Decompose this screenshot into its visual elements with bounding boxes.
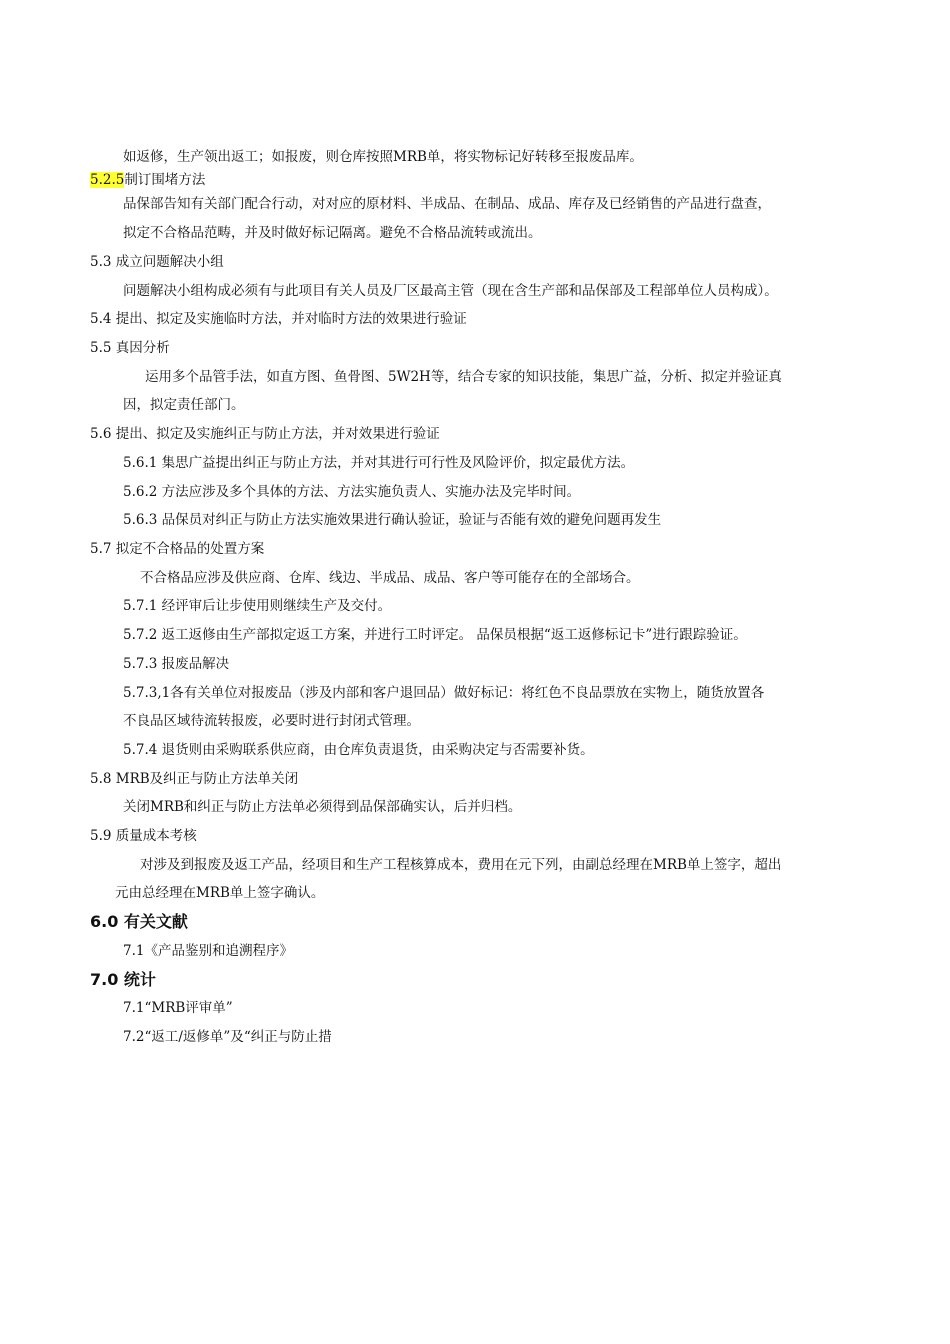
paragraph-line: 运用多个品管手法，如直方图、鱼骨图、5W2H等，结合专家的知识技能，集思广益，分析、拟定并验证真: [145, 369, 782, 385]
paragraph-line: 如返修，生产领出返工；如报废，则仓库按照MRB单，将实物标记好转移至报废品库。: [123, 149, 643, 165]
paragraph-line: 不良品区域待流转报废，必要时进行封闭式管理。: [123, 713, 420, 729]
subsection-5-7-2: 5.7.2 返工返修由生产部拟定返工方案，并进行工时评定。 品保员根据“返工返修标记卡”进行跟踪验证。: [123, 627, 747, 643]
section-heading-5-4: 5.4 提出、拟定及实施临时方法，并对临时方法的效果进行验证: [90, 311, 467, 327]
paragraph-line: 关闭MRB和纠正与防止方法单必须得到品保部确实认，后并归档。: [123, 799, 522, 815]
chapter-heading-6-0: 6.0 有关文献: [90, 912, 188, 931]
subsection-5-7-3: 5.7.3 报废品解决: [123, 656, 230, 672]
section-heading-5-5: 5.5 真因分析: [90, 340, 170, 356]
paragraph-line: 对涉及到报废及返工产品，经项目和生产工程核算成本，费用在元下列，由副总经理在MRB单上签字，超出: [140, 857, 782, 873]
record-item: 7.1“MRB评审单”: [123, 1000, 233, 1016]
section-heading-5-3: 5.3 成立问题解决小组: [90, 254, 224, 270]
subsection-5-7-1: 5.7.1 经评审后让步使用则继续生产及交付。: [123, 598, 392, 614]
chapter-heading-7-0: 7.0 统计: [90, 970, 156, 989]
paragraph-line: 元由总经理在MRB单上签字确认。: [115, 885, 325, 901]
paragraph-line: 不合格品应涉及供应商、仓库、线边、半成品、成品、客户等可能存在的全部场合。: [140, 570, 640, 586]
reference-item: 7.1《产品鉴别和追溯程序》: [123, 943, 293, 959]
section-heading-5-9: 5.9 质量成本考核: [90, 828, 197, 844]
subsection-5-6-2: 5.6.2 方法应涉及多个具体的方法、方法实施负责人、实施办法及完毕时间。: [123, 484, 581, 500]
subsection-5-7-4: 5.7.4 退货则由采购联系供应商，由仓库负责退货，由采购决定与否需要补货。: [123, 742, 594, 758]
section-heading-5-6: 5.6 提出、拟定及实施纠正与防止方法，并对效果进行验证: [90, 426, 440, 442]
paragraph-line: 拟定不合格品范畴，并及时做好标记隔离。避免不合格品流转或流出。: [123, 225, 542, 241]
record-item: 7.2“返工/返修单”及“纠正与防止措: [123, 1029, 332, 1045]
highlighted-section-number: 5.2.5: [90, 172, 125, 188]
section-heading-5-8: 5.8 MRB及纠正与防止方法单关闭: [90, 771, 299, 787]
section-heading-5-2-5: [90, 171, 205, 189]
subsection-5-6-1: 5.6.1 集思广益提出纠正与防止方法，并对其进行可行性及风险评价，拟定最优方法。: [123, 455, 635, 471]
section-title: 制订围堵方法: [124, 172, 206, 188]
paragraph-line: 问题解决小组构成必须有与此项目有关人员及厂区最高主管（现在含生产部和品保部及工程部单位人员构成）。: [123, 283, 778, 299]
subsection-5-7-3-1: 5.7.3,1各有关单位对报废品（涉及内部和客户退回品）做好标记：将红色不良品票放在实物上，随货放置各: [123, 685, 765, 701]
paragraph-line: 因，拟定责任部门。: [123, 397, 245, 413]
section-heading-5-7: 5.7 拟定不合格品的处置方案: [90, 541, 265, 557]
subsection-5-6-3: 5.6.3 品保员对纠正与防止方法实施效果进行确认验证，验证与否能有效的避免问题再发生: [123, 512, 662, 528]
paragraph-line: 品保部告知有关部门配合行动，对对应的原材料、半成品、在制品、成品、库存及已经销售的产品进行盘查，: [123, 196, 771, 212]
